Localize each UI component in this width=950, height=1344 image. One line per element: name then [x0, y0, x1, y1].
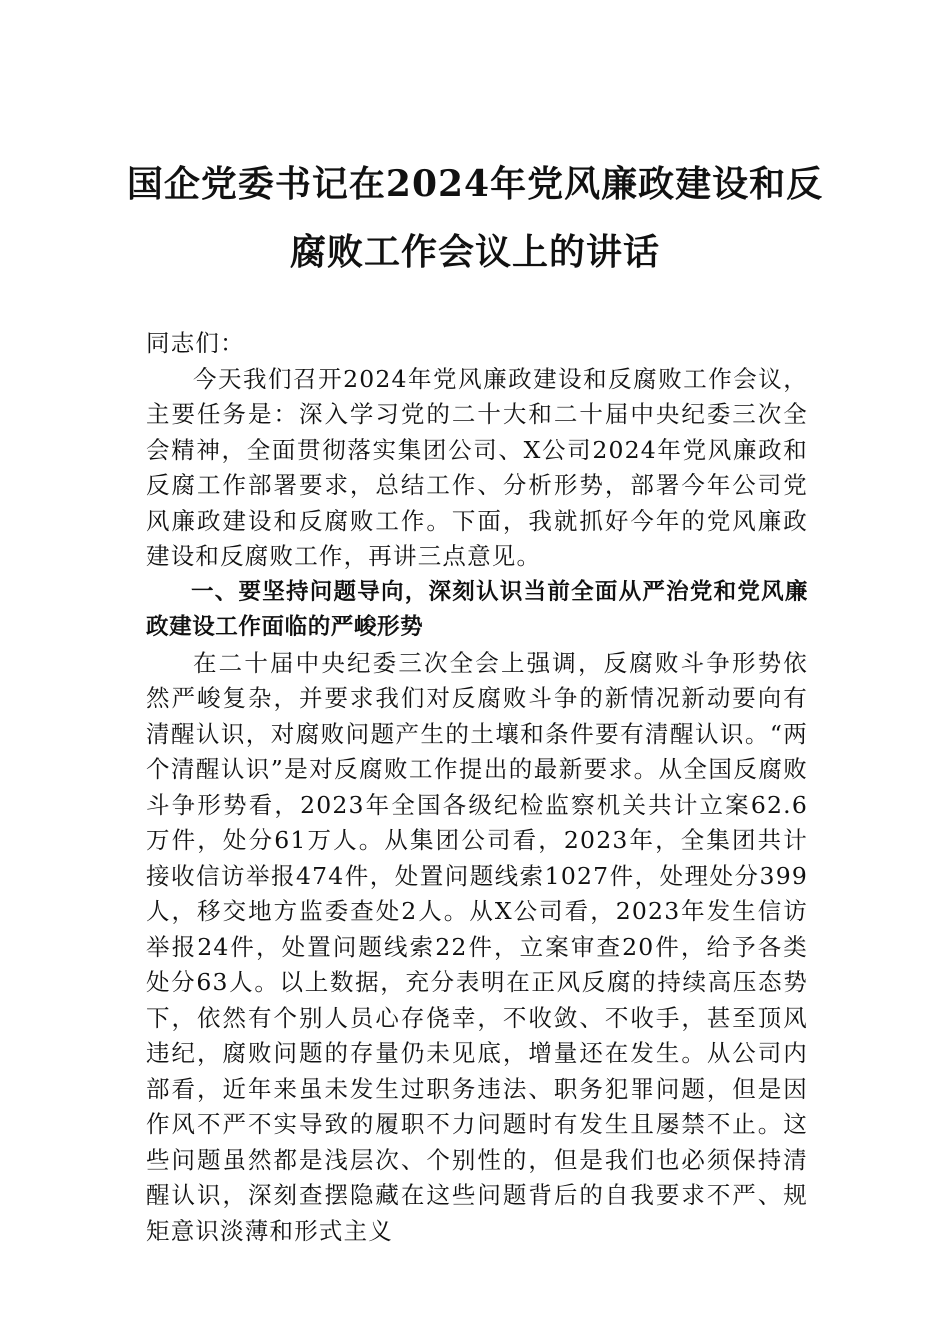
section-paragraph: 在二十届中央纪委三次全会上强调，反腐败斗争形势依然严峻复杂，并要求我们对反腐败斗争的新情况新动要向有清醒认识，对腐败问题产生的土壤和条件要有清醒认识。“两个清醒认识”是对反腐败工作提出的最新要求。从全国反腐败斗争形势看，2023年全国各级纪检监察机关共计立案62.6万件，处分61万人。从集团公司看，2023年，全集团共计接收信访举报474件，处置问题线索1027件，处理处分399人，移交地方监委查处2人。从X公司看，2023年发生信访举报24件，处置问题线索22件，立案审查20件，给予各类处分63人。以上数据，充分表明在正风反腐的持续高压态势下，依然有个别人员心存侥幸，不收敛、不收手，甚至顶风违纪，腐败问题的存量仍未见底，增量还在发生。从公司内部看，近年来虽未发生过职务违法、职务犯罪问题，但是因作风不严不实导致的履职不力问题时有发生且屡禁不止。这些问题虽然都是浅层次、个别性的，但是我们也必须保持清醒认识，深刻查摆隐藏在这些问题背后的自我要求不严、规矩意识淡薄和形式主义: [146, 648, 808, 1245]
salutation: 同志们：: [146, 329, 245, 357]
section-heading: 一、要坚持问题导向，深刻认识当前全面从严治党和党风廉政建设工作面临的严峻形势: [146, 578, 808, 640]
document-title-line-2: 腐败工作会议上的讲话: [289, 231, 660, 273]
intro-paragraph: 今天我们召开2024年党风廉政建设和反腐败工作会议，主要任务是：深入学习党的二十大和二十届中央纪委三次全会精神，全面贯彻落实集团公司、X公司2024年党风廉政和反腐工作部署要求，总结工作、分析形势，部署今年公司党风廉政建设和反腐败工作。下面，我就抓好今年的党风廉政建设和反腐败工作，再讲三点意见。: [146, 364, 808, 570]
document-body: [146, 326, 808, 1249]
document-title-line-1: 国企党委书记在2024年党风廉政建设和反: [126, 163, 824, 205]
